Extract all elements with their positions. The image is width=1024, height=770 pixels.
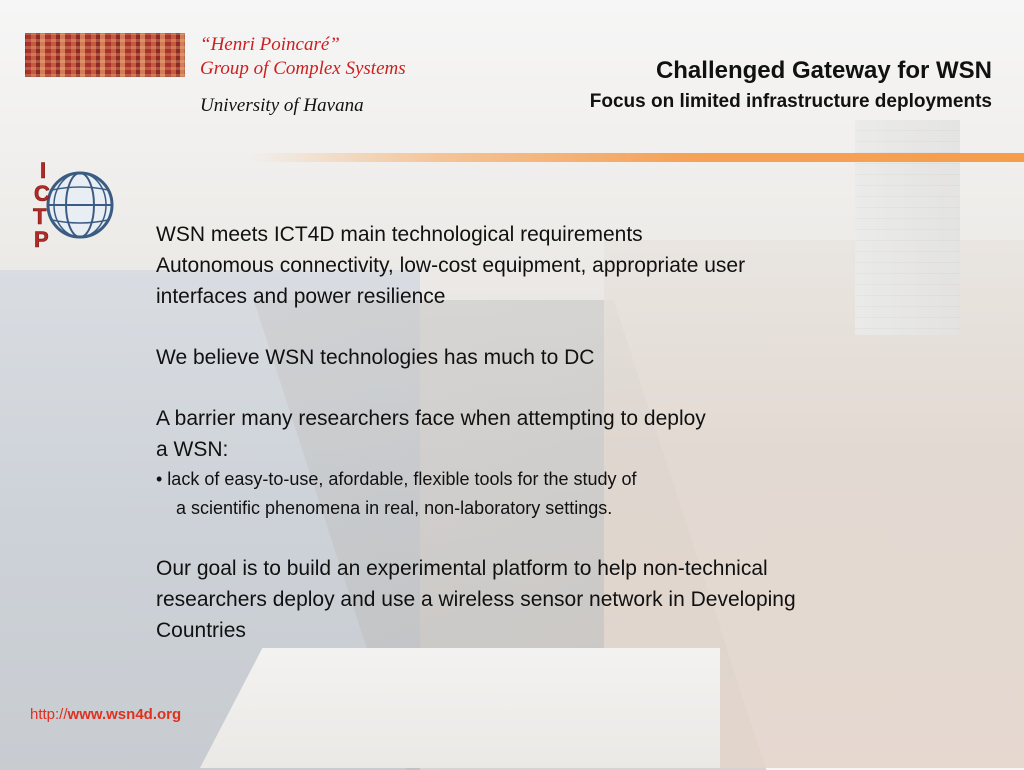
- institute-banner-image: [25, 33, 185, 77]
- bullet-continuation: a scientific phenomena in real, non-laboratory settings.: [176, 498, 613, 518]
- text-line: a WSN:: [156, 438, 229, 461]
- slide-subtitle: Focus on limited infrastructure deployments: [589, 91, 992, 112]
- text-line: A barrier many researchers face when attempting to deploy: [156, 407, 706, 430]
- text-line: interfaces and power resilience: [156, 285, 446, 308]
- rooftop-area: [200, 648, 720, 768]
- slide-body: [156, 219, 956, 646]
- university-name: University of Havana: [200, 95, 364, 116]
- text-line: Countries: [156, 619, 246, 642]
- logo-letter: C: [34, 181, 50, 206]
- logo-letter: T: [33, 204, 47, 229]
- logo-letter: I: [40, 158, 47, 183]
- institute-name: “Henri Poincaré”: [200, 34, 340, 55]
- text-line: We believe WSN technologies has much to DC: [156, 346, 595, 369]
- ictp-logo: [20, 158, 114, 252]
- bullet-item: • lack of easy-to-use, afordable, flexible tools for the study of: [156, 469, 637, 489]
- footer-url[interactable]: [30, 706, 181, 723]
- url-domain: www.wsn4d.org: [67, 706, 182, 723]
- logo-letter: P: [34, 227, 49, 252]
- institute-group: Group of Complex Systems: [200, 58, 406, 79]
- slide-title: Challenged Gateway for WSN: [655, 57, 992, 84]
- text-line: Our goal is to build an experimental platform to help non-technical: [156, 557, 768, 580]
- text-line: researchers deploy and use a wireless sensor network in Developing: [156, 588, 796, 611]
- text-line: WSN meets ICT4D main technological requirements: [156, 223, 643, 246]
- globe-icon: [48, 173, 112, 237]
- text-line: Autonomous connectivity, low-cost equipment, appropriate user: [156, 254, 746, 277]
- url-prefix: http://: [30, 706, 68, 723]
- header-divider: [250, 153, 1024, 162]
